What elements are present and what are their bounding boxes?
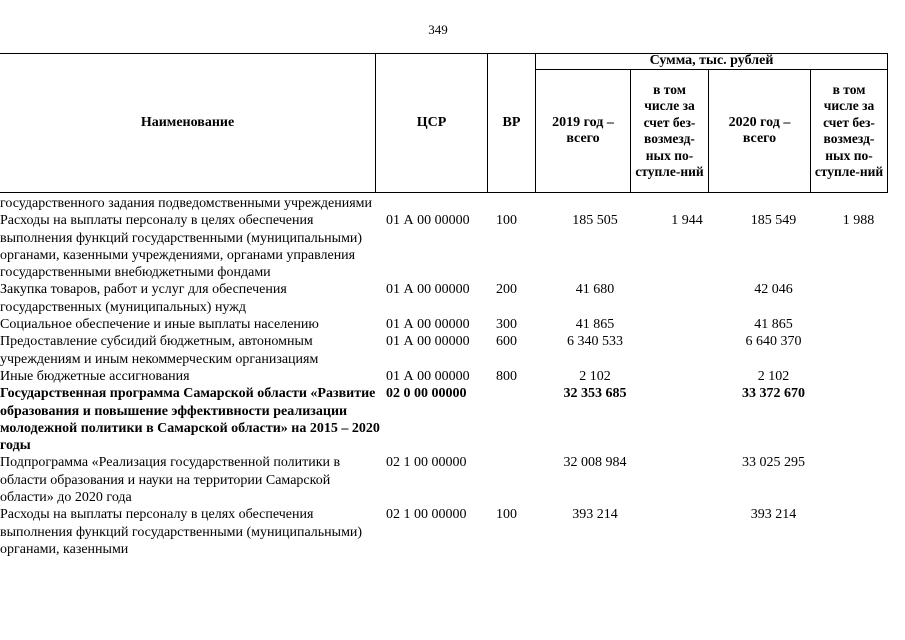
row-vr: 100 bbox=[496, 507, 517, 523]
header-2019-free: в том числе за счет без-возмезд-ных по-ступле-ний bbox=[635, 81, 704, 179]
row-2019-total: 2 102 bbox=[579, 368, 611, 384]
row-name: Социальное обеспечение и иные выплаты населению bbox=[0, 317, 319, 333]
table-row bbox=[0, 333, 890, 368]
row-vr: 200 bbox=[496, 282, 517, 298]
table-row bbox=[0, 195, 890, 212]
table-row bbox=[0, 281, 890, 316]
row-2020-free: 1 988 bbox=[842, 213, 875, 229]
row-name: государственного задания подведомственными учреждениями bbox=[0, 196, 373, 211]
table-row bbox=[0, 316, 890, 333]
row-2020-total: 185 549 bbox=[750, 213, 797, 229]
header-2019-total: 2019 год – всего bbox=[552, 115, 614, 146]
row-name: Предоставление субсидий бюджетным, автономным учреждениям и иным некоммерческим организациям bbox=[0, 334, 319, 367]
header-vr: ВР bbox=[502, 115, 521, 130]
row-2019-total: 32 008 984 bbox=[563, 455, 627, 471]
row-csr: 01 А 00 00000 bbox=[386, 317, 470, 333]
row-2019-total: 6 340 533 bbox=[567, 334, 623, 350]
row-csr: 01 А 00 00000 bbox=[386, 282, 470, 298]
row-csr: 02 1 00 00000 bbox=[386, 455, 467, 471]
table-row bbox=[0, 454, 890, 506]
row-name: Подпрограмма «Реализация государственной политики в области образования и науки на территории Самарской области» до 2020 года bbox=[0, 455, 341, 506]
row-2019-total: 185 505 bbox=[572, 213, 618, 229]
row-2020-total: 42 046 bbox=[754, 282, 793, 298]
table-row bbox=[0, 368, 890, 385]
table-body bbox=[0, 195, 890, 558]
row-2019-free: 1 944 bbox=[671, 213, 703, 229]
row-2020-total: 33 025 295 bbox=[742, 455, 805, 471]
header-2020-total: 2020 год – всего bbox=[728, 115, 791, 146]
row-name: Закупка товаров, работ и услуг для обеспечения государственных (муниципальных) нужд bbox=[0, 282, 287, 315]
row-vr: 800 bbox=[496, 368, 517, 384]
table-row bbox=[0, 385, 890, 454]
header-csr: ЦСР bbox=[416, 115, 447, 130]
row-vr: 300 bbox=[496, 317, 517, 333]
row-2020-total: 6 640 370 bbox=[745, 334, 802, 350]
row-2019-total: 393 214 bbox=[572, 507, 618, 523]
row-vr: 600 bbox=[496, 334, 517, 350]
row-csr: 02 1 00 00000 bbox=[386, 507, 467, 523]
row-2019-total: 32 353 685 bbox=[563, 386, 627, 402]
page-number: 349 bbox=[428, 22, 448, 37]
row-2020-total: 2 102 bbox=[757, 368, 790, 384]
row-2020-total: 33 372 670 bbox=[742, 386, 805, 402]
header-2020-free: в том числе за счет без-возмезд-ных по-ступле-ний bbox=[814, 81, 884, 179]
row-2019-total: 41 865 bbox=[575, 317, 615, 333]
row-2019-total: 41 680 bbox=[575, 282, 615, 298]
row-name: Расходы на выплаты персоналу в целях обеспечения выполнения функций государственными (муниципальными) органами, казенными bbox=[0, 507, 363, 557]
row-csr: 01 А 00 00000 bbox=[386, 213, 470, 229]
row-name: Расходы на выплаты персоналу в целях обеспечения выполнения функций государственными (муниципальными) органами, казенными учреждениями, органами управления государственными внебюджетными фондами bbox=[0, 213, 363, 281]
header-sum-group: Сумма, тыс. рублей bbox=[649, 53, 774, 68]
row-name: Государственная программа Самарской области «Развитие образования и повышение эффективности реализации молодежной политики в Самарской области» на 2015 – 2020 годы bbox=[0, 386, 380, 454]
table-header bbox=[0, 53, 888, 193]
row-2020-total: 41 865 bbox=[754, 317, 793, 333]
table-row bbox=[0, 506, 890, 558]
table-row bbox=[0, 212, 890, 281]
row-vr: 100 bbox=[496, 213, 517, 229]
header-name: Наименование bbox=[140, 115, 235, 130]
row-csr: 01 А 00 00000 bbox=[386, 368, 470, 384]
col-divider bbox=[887, 53, 888, 193]
row-csr: 01 А 00 00000 bbox=[386, 334, 470, 350]
row-2020-total: 393 214 bbox=[750, 507, 797, 523]
row-csr: 02 0 00 00000 bbox=[386, 386, 467, 402]
row-name: Иные бюджетные ассигнования bbox=[0, 368, 190, 384]
